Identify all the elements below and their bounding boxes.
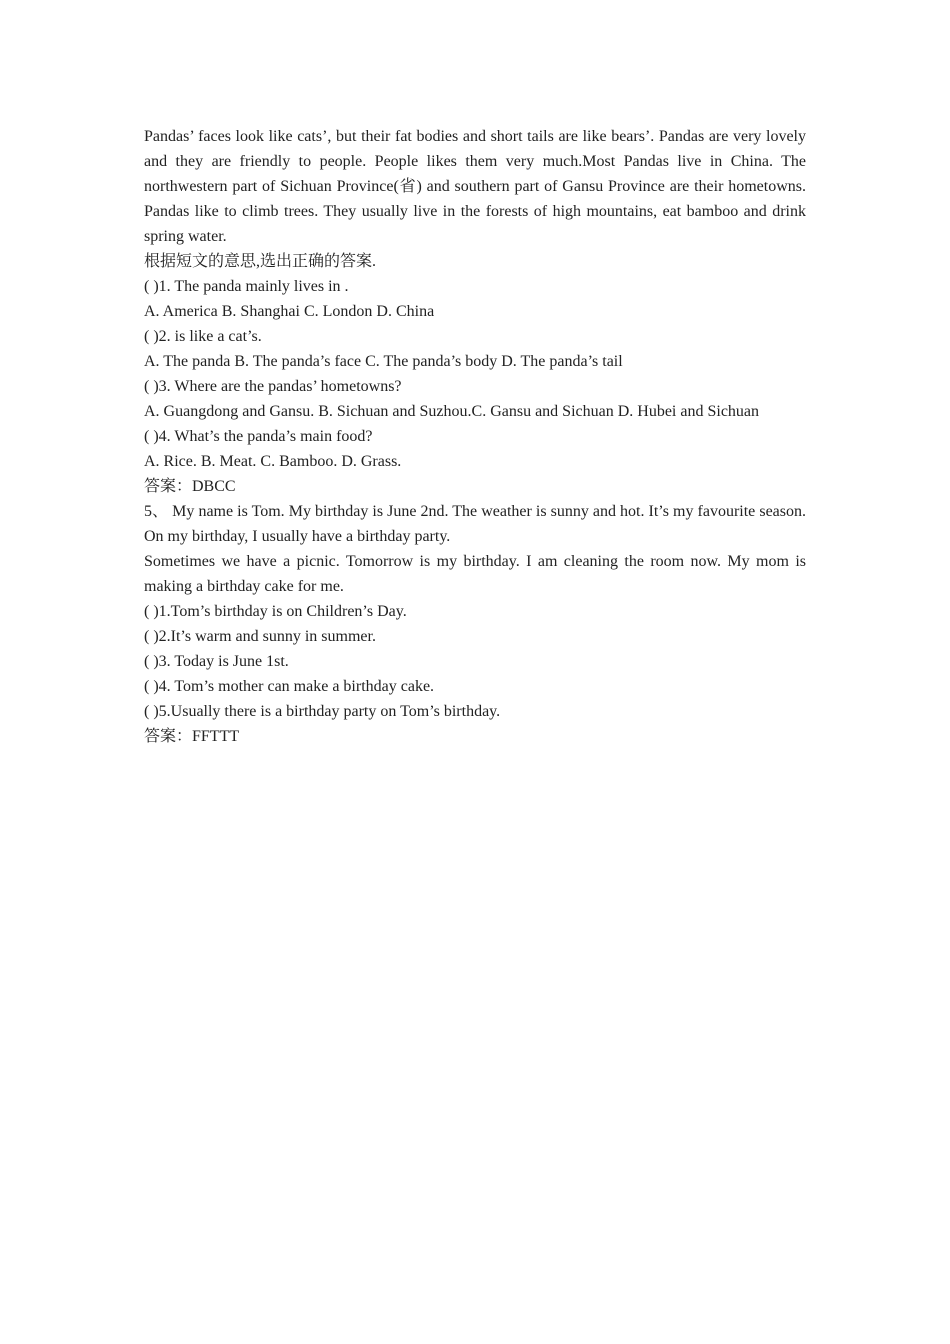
- question-3: ( )3. Where are the pandas’ hometowns?: [144, 378, 402, 395]
- answer-key-2: 答案：FFTTT: [144, 728, 240, 745]
- question-3-options: A. Guangdong and Gansu. B. Sichuan and Suzhou.C. Gansu and Sichuan D. Hubei and Sichuan: [144, 403, 760, 420]
- question-2-options: A. The panda B. The panda’s face C. The panda’s body D. The panda’s tail: [144, 353, 623, 370]
- question-1-options: A. America B. Shanghai C. London D. China: [144, 303, 435, 320]
- true-false-item-1: ( )1.Tom’s birthday is on Children’s Day.: [144, 603, 407, 620]
- question-4-options: A. Rice. B. Meat. C. Bamboo. D. Grass.: [144, 453, 402, 470]
- true-false-item-2: ( )2.It’s warm and sunny in summer.: [144, 628, 376, 645]
- question-2: ( )2. is like a cat’s.: [144, 328, 262, 345]
- reading-passage-tom-part-1: 5、 My name is Tom. My birthday is June 2nd. The weather is sunny and hot. It’s my favourite season. On my birthday, I usually have a birthday party.: [144, 503, 806, 545]
- true-false-item-3: ( )3. Today is June 1st.: [144, 653, 289, 670]
- reading-passage-pandas: Pandas’ faces look like cats’, but their fat bodies and short tails are like bears’. Pandas are very lovely and they are friendly to people. People likes them very much.Most Pandas live in China. The northwestern part of Sichuan Province(省) and southern part of Gansu Province are their hometowns. Pandas like to climb trees. They usually live in the forests of high mountains, eat bamboo and drink spring water.: [144, 128, 806, 245]
- true-false-item-5: ( )5.Usually there is a birthday party on Tom’s birthday.: [144, 703, 501, 720]
- true-false-item-4: ( )4. Tom’s mother can make a birthday cake.: [144, 678, 435, 695]
- reading-passage-tom-part-2: Sometimes we have a picnic. Tomorrow is my birthday. I am cleaning the room now. My mom is making a birthday cake for me.: [144, 553, 806, 595]
- document-page: [144, 124, 806, 749]
- question-1: ( )1. The panda mainly lives in .: [144, 278, 349, 295]
- question-4: ( )4. What’s the panda’s main food?: [144, 428, 373, 445]
- instruction-text: 根据短文的意思,选出正确的答案.: [144, 253, 377, 270]
- answer-key-1: 答案：DBCC: [144, 478, 236, 495]
